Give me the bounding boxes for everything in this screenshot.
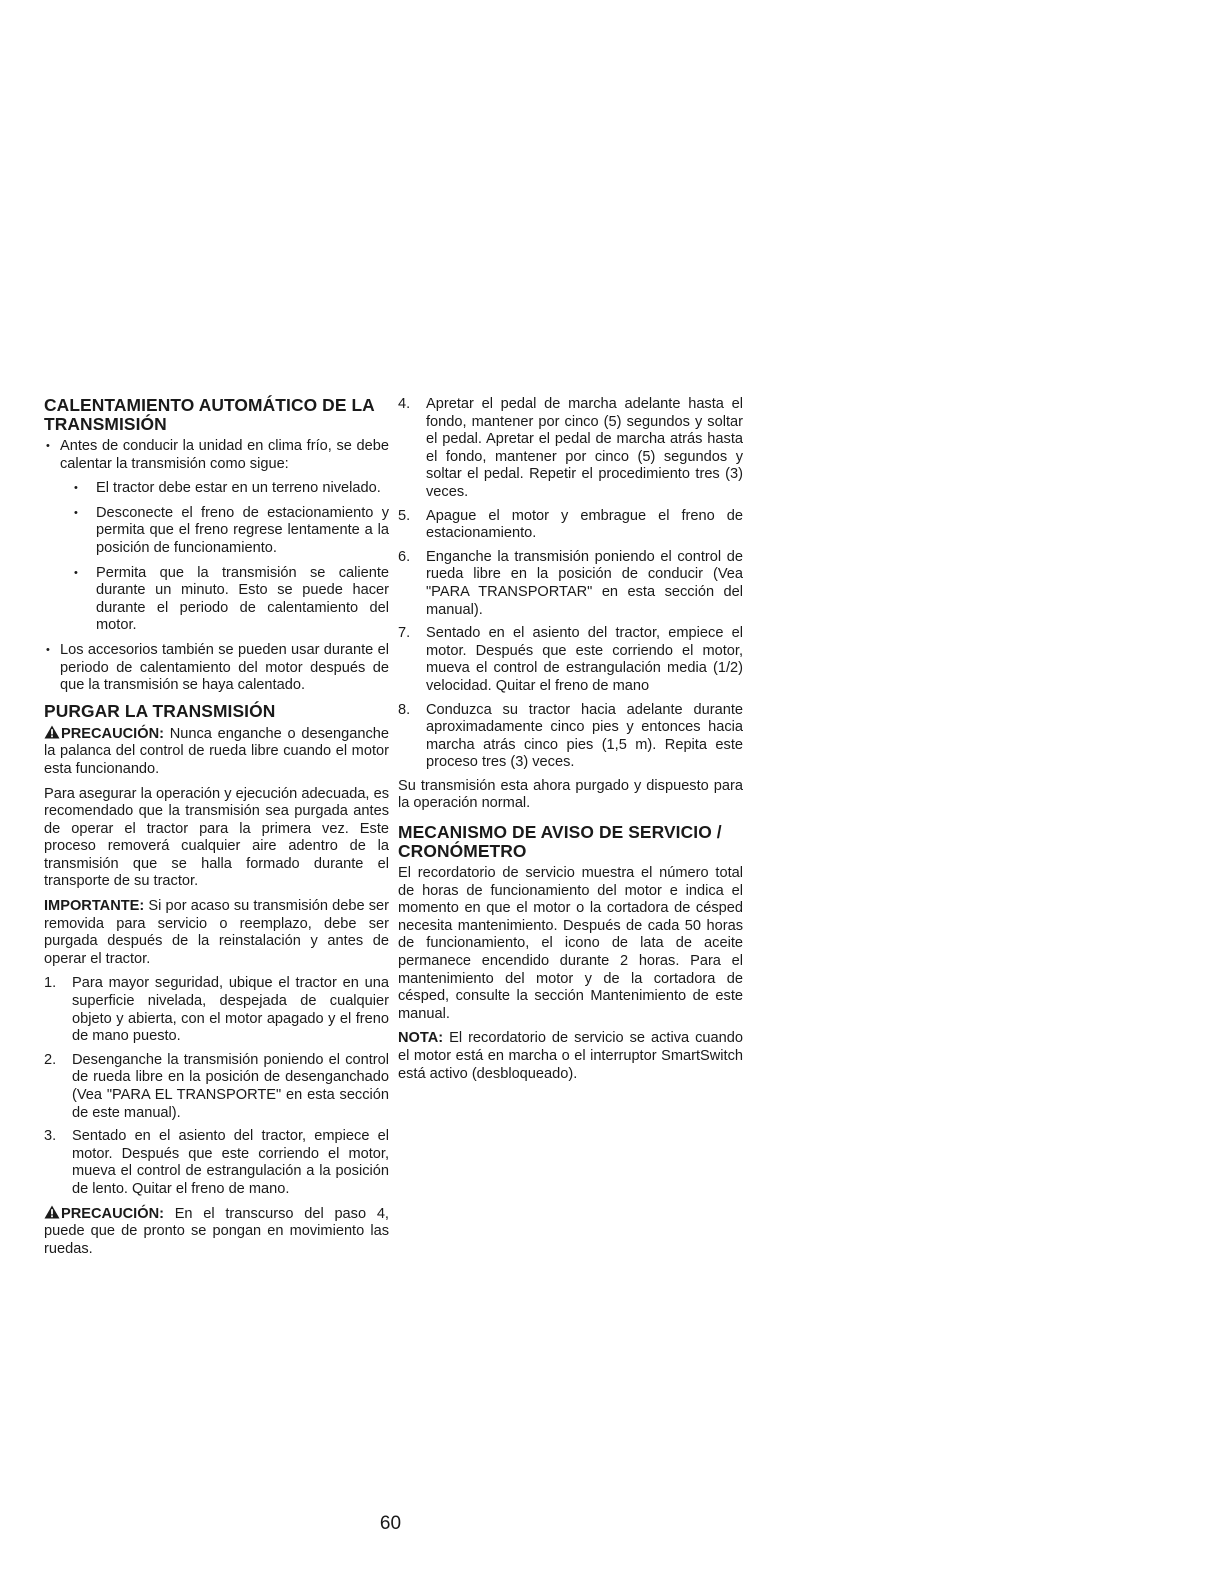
step-text: Apretar el pedal de marcha adelante hasta el fondo, mantener por cinco (5) segundos y soltar el pedal. Apretar el pedal de marcha atrás hasta el fondo, mantener por cinco (5) segundos y soltar el pedal. Repetir el procedimiento tres (3) veces. <box>426 396 743 500</box>
warmup-step: • Desconecte el freno de estacionamiento y permita que el freno regrese lentamente a la posición de funcionamiento. <box>44 505 389 558</box>
step-text: Para mayor seguridad, ubique el tractor en una superficie nivelada, despejada de cualquier objeto y abierta, con el motor apagado y el freno de mano puesto. <box>72 975 389 1045</box>
important-label: IMPORTANTE: <box>44 898 145 915</box>
left-column <box>44 396 389 1265</box>
purge-closing-paragraph: Su transmisión esta ahora purgado y dispuesto para la operación normal. <box>398 777 743 812</box>
caution-text: En el transcurso del paso 4, puede que de pronto se pongan en movimiento las ruedas. <box>44 1205 389 1257</box>
note-paragraph <box>398 1030 743 1083</box>
step-text: Sentado en el asiento del tractor, empiece el motor. Después que este corriendo el motor, mueva el control de estrangulación media (1/2) velocidad. Quitar el freno de mano <box>426 625 743 694</box>
caution-paragraph-1 <box>44 725 389 779</box>
service-paragraph: El recordatorio de servicio muestra el número total de horas de funcionamiento del motor e indica el momento en que el motor o la cortadora de césped necesita mantenimiento. Después de cada 50 horas de funcionamiento, el icono de lata de aceite permanece encendido durante 2 horas. Para el mantenimiento del motor y de la cortadora de césped, consulte la sección Mantenimiento de este manual. <box>398 865 743 1022</box>
purge-step <box>398 396 743 502</box>
warmup-step: • El tractor debe estar en un terreno nivelado. <box>44 480 389 498</box>
purge-step <box>398 549 743 619</box>
warning-icon <box>44 725 60 739</box>
warning-icon <box>44 1205 60 1219</box>
purge-step <box>44 1052 389 1122</box>
purge-step <box>398 508 743 543</box>
purge-step <box>398 702 743 772</box>
warmup-list <box>44 438 389 695</box>
purge-intro-paragraph: Para asegurar la operación y ejecución adecuada, es recomendado que la transmisión sea purgada antes de operar el tractor para la primera vez. Este proceso removerá cualquier aire adentro de la transmisión que se halla formado durante el transporte de su tractor. <box>44 785 389 890</box>
step-number: 5. <box>398 507 411 524</box>
step-text: Apague el motor y embrague el freno de estacionamiento. <box>426 507 743 542</box>
purge-step <box>44 1128 389 1198</box>
caution-label: PRECAUCIÓN: <box>61 1205 164 1222</box>
step-number: 7. <box>398 625 411 642</box>
caution-label: PRECAUCIÓN: <box>61 725 164 742</box>
step-number: 2. <box>44 1051 57 1068</box>
section-title-service: MECANISMO DE AVISO DE SERVICIO / CRONÓMETRO <box>398 822 722 862</box>
section-title-purge: PURGAR LA TRANSMISIÓN <box>44 700 276 721</box>
step-number: 8. <box>398 701 411 718</box>
step-text: Sentado en el asiento del tractor, empiece el motor. Después que este corriendo el motor, mueva el control de estrangulación a la posición de lento. Quitar el freno de mano. <box>72 1128 389 1197</box>
step-number: 1. <box>44 975 57 992</box>
warmup-note: • Los accesorios también se pueden usar durante el periodo de calentamiento del motor después de que la transmisión se haya calentado. <box>44 642 389 695</box>
warmup-step: • Permita que la transmisión se caliente durante un minuto. Esto se puede hacer durante el periodo de calentamiento del motor. <box>44 565 389 635</box>
purge-step <box>44 975 389 1045</box>
step-text: Desenganche la transmisión poniendo el control de rueda libre en la posición de desenganchado (Vea "PARA EL TRANSPORTE" en esta sección de este manual). <box>72 1051 389 1121</box>
step-number: 3. <box>44 1128 57 1145</box>
step-text: Conduzca su tractor hacia adelante durante aproximadamente cinco pies y entonces hacia marcha atrás cinco pies (1,5 m). Repita este proceso tres (3) veces. <box>426 701 743 771</box>
step-number: 4. <box>398 396 411 412</box>
purge-step <box>398 625 743 695</box>
page-number: 60 <box>379 1513 402 1534</box>
step-number: 6. <box>398 548 411 565</box>
caution-text: Nunca enganche o desenganche la palanca del control de rueda libre cuando el motor esta funcionando. <box>44 725 389 777</box>
right-column <box>398 396 743 1090</box>
step-text: Enganche la transmisión poniendo el control de rueda libre en la posición de conducir (Vea "PARA TRANSPORTAR" en esta sección del manual). <box>426 548 743 618</box>
note-text: El recordatorio de servicio se activa cuando el motor está en marcha o el interruptor SmartSwitch está activo (desbloqueado). <box>398 1030 743 1082</box>
caution-paragraph-2 <box>44 1205 389 1259</box>
note-label: NOTA: <box>398 1030 444 1047</box>
warmup-intro: • Antes de conducir la unidad en clima frío, se debe calentar la transmisión como sigue: <box>44 438 389 473</box>
important-text: Si por acaso su transmisión debe ser removida para servicio o reemplazo, debe ser purgada después de la reinstalación y antes de operar el tractor. <box>44 898 389 967</box>
section-title-warmup: CALENTAMIENTO AUTOMÁTICO DE LA TRANSMISIÓN <box>44 395 375 434</box>
important-paragraph <box>44 898 389 968</box>
